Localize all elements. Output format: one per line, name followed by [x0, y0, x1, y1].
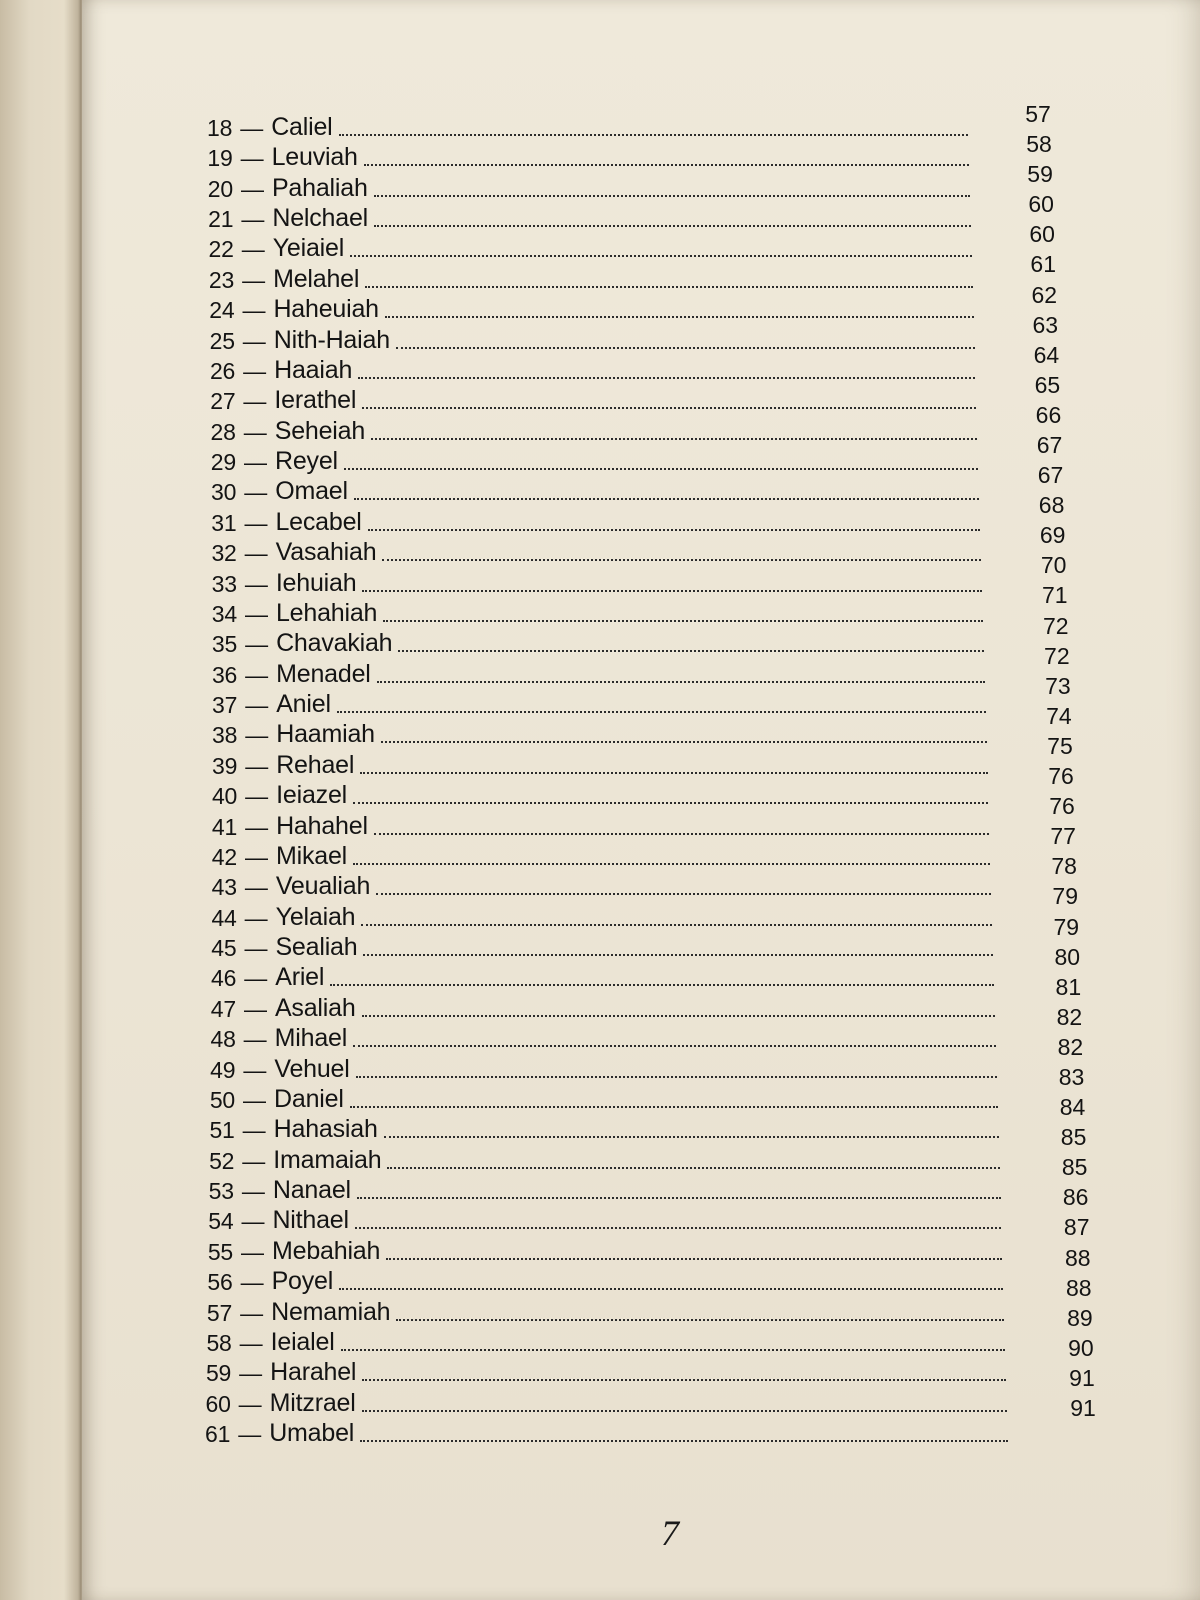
- entry-dash: —: [240, 115, 264, 141]
- toc-entry[interactable]: [212, 628, 984, 658]
- dot-leader: [360, 1440, 1008, 1442]
- entry-dash: —: [241, 236, 265, 263]
- entry-dash: —: [243, 418, 267, 445]
- entry-dash: —: [244, 600, 268, 627]
- entry-name: Ieialel: [270, 1327, 335, 1356]
- page-folio: 7: [661, 1513, 679, 1553]
- entry-dash: —: [240, 1299, 264, 1326]
- dot-leader: [381, 741, 987, 743]
- entry-number: 28: [210, 418, 236, 445]
- entry-page-number: 67: [1037, 462, 1064, 489]
- entry-page-number: 88: [1066, 1274, 1092, 1301]
- entry-number: 51: [209, 1117, 235, 1144]
- entry-number: 44: [211, 904, 237, 931]
- entry-dash: —: [244, 540, 268, 567]
- entry-name: Ierathel: [274, 386, 357, 415]
- entry-page-number: 61: [1030, 251, 1057, 278]
- entry-name: Sealiah: [275, 933, 358, 962]
- entry-number: 56: [207, 1269, 233, 1296]
- entry-name: Melahel: [273, 264, 360, 293]
- entry-number: 49: [210, 1056, 236, 1083]
- entry-dash: —: [245, 722, 269, 749]
- entry-number: 41: [211, 813, 238, 840]
- dot-leader: [353, 802, 988, 804]
- entry-dash: —: [240, 175, 264, 202]
- entry-dash: —: [245, 631, 269, 658]
- entry-number: 52: [209, 1147, 235, 1174]
- entry-number: 37: [212, 692, 238, 719]
- entry-number: 33: [211, 570, 237, 597]
- entry-number: 27: [210, 388, 236, 415]
- entry-name: Haheuiah: [273, 295, 379, 324]
- entry-page-number: 91: [1070, 1395, 1096, 1421]
- toc-entry[interactable]: [209, 264, 973, 294]
- entry-number: 36: [211, 661, 238, 688]
- entry-page-number: 76: [1049, 793, 1075, 820]
- entry-name: Mebahiah: [272, 1236, 381, 1265]
- toc-entry[interactable]: [208, 1236, 1003, 1266]
- entry-number: 25: [209, 327, 235, 354]
- entry-number: 38: [212, 722, 238, 749]
- entry-number: 39: [212, 752, 238, 779]
- entry-page-number: 57: [1025, 101, 1051, 127]
- entry-name: Chavakiah: [276, 629, 393, 658]
- toc-entry[interactable]: [209, 294, 973, 324]
- entry-page-number: 82: [1056, 1003, 1083, 1030]
- dot-leader: [398, 650, 983, 652]
- entry-number: 45: [211, 935, 237, 962]
- toc-entry[interactable]: [208, 203, 971, 233]
- entry-name: Seheiah: [274, 416, 366, 445]
- entry-dash: —: [242, 266, 266, 293]
- toc-entry[interactable]: [208, 173, 970, 203]
- dot-leader: [358, 377, 975, 379]
- entry-dash: —: [242, 327, 266, 354]
- entry-dash: —: [238, 1421, 262, 1447]
- toc-entry[interactable]: [208, 1205, 1001, 1235]
- dot-leader: [362, 1015, 995, 1017]
- toc-entry[interactable]: [209, 233, 972, 263]
- entry-dash: —: [242, 1117, 266, 1144]
- dot-leader: [330, 984, 994, 986]
- entry-name: Lecabel: [275, 507, 362, 536]
- dot-leader: [353, 1045, 996, 1047]
- entry-name: Vasahiah: [275, 538, 377, 567]
- entry-dash: —: [245, 813, 269, 840]
- toc-entry[interactable]: [212, 598, 983, 628]
- entry-name: Poyel: [271, 1267, 334, 1296]
- entry-number: 20: [207, 175, 233, 202]
- entry-name: Ariel: [275, 963, 325, 992]
- entry-number: 30: [211, 479, 237, 506]
- entry-name: Nemamiah: [271, 1297, 391, 1326]
- dot-leader: [357, 1197, 1001, 1199]
- entry-number: 61: [205, 1421, 231, 1447]
- dot-leader: [385, 316, 974, 318]
- dot-leader: [363, 954, 993, 956]
- entry-page-number: 60: [1028, 191, 1054, 218]
- entry-number: 59: [205, 1360, 232, 1387]
- entry-page-number: 70: [1040, 552, 1067, 579]
- entry-name: Yeiaiel: [272, 234, 345, 263]
- entry-number: 58: [206, 1329, 232, 1356]
- toc-entry[interactable]: [207, 112, 968, 142]
- dot-leader: [362, 1410, 1007, 1412]
- entry-number: 23: [208, 266, 235, 293]
- entry-name: Yelaiah: [275, 902, 356, 931]
- dot-leader: [374, 195, 970, 197]
- entry-number: 31: [211, 509, 237, 536]
- entry-dash: —: [244, 570, 268, 597]
- entry-page-number: 75: [1047, 732, 1073, 759]
- entry-number: 22: [208, 236, 234, 263]
- entry-page-number: 60: [1029, 221, 1055, 248]
- dot-leader: [356, 1076, 997, 1078]
- entry-page-number: 71: [1041, 582, 1068, 609]
- entry-number: 21: [208, 206, 234, 233]
- entry-name: Nith-Haiah: [273, 325, 390, 354]
- toc-entry[interactable]: [211, 507, 980, 537]
- entry-page-number: 79: [1053, 913, 1080, 940]
- entry-name: Mihael: [274, 1024, 348, 1053]
- entry-dash: —: [241, 1238, 264, 1265]
- dot-leader: [350, 255, 972, 257]
- entry-number: 29: [210, 449, 236, 476]
- entry-number: 55: [207, 1238, 233, 1265]
- toc-entry[interactable]: [209, 1114, 998, 1144]
- entry-name: Iehuiah: [275, 568, 357, 597]
- dot-leader: [374, 833, 990, 835]
- entry-dash: —: [241, 1178, 265, 1205]
- entry-dash: —: [244, 904, 268, 931]
- entry-name: Nithael: [272, 1206, 349, 1235]
- dot-leader: [344, 468, 978, 470]
- toc-entry[interactable]: [210, 1084, 998, 1114]
- entry-dash: —: [238, 1390, 262, 1417]
- dot-leader: [377, 681, 985, 683]
- entry-name: Harahel: [270, 1358, 357, 1387]
- dot-leader: [355, 1227, 1002, 1229]
- entry-page-number: 72: [1042, 612, 1069, 639]
- toc-entry[interactable]: [212, 750, 988, 780]
- entry-dash: —: [244, 479, 268, 506]
- entry-number: 18: [207, 115, 233, 141]
- entry-page-number: 85: [1060, 1124, 1087, 1151]
- entry-name: Ieiazel: [276, 781, 348, 810]
- entry-dash: —: [242, 1147, 266, 1174]
- entry-dash: —: [245, 752, 269, 779]
- entry-name: Vehuel: [274, 1054, 350, 1083]
- entry-number: 35: [211, 631, 238, 658]
- entry-page-number: 67: [1036, 432, 1063, 459]
- toc-entry[interactable]: [212, 689, 986, 719]
- entry-page-number: 88: [1064, 1244, 1091, 1271]
- toc-entry[interactable]: [209, 1175, 1001, 1205]
- dot-leader: [353, 863, 990, 865]
- entry-name: Imamaiah: [273, 1145, 382, 1174]
- entry-number: 47: [210, 995, 236, 1022]
- entry-page-number: 65: [1034, 371, 1061, 398]
- toc-entry[interactable]: [210, 1023, 995, 1053]
- entry-dash: —: [244, 935, 268, 962]
- entry-dash: —: [243, 1086, 267, 1113]
- entry-number: 43: [211, 874, 237, 901]
- dot-leader: [383, 620, 983, 622]
- entry-name: Leuviah: [271, 143, 358, 172]
- dot-leader: [386, 1258, 1002, 1260]
- entry-page-number: 62: [1031, 281, 1058, 308]
- entry-dash: —: [243, 1026, 267, 1053]
- entry-name: Umabel: [269, 1419, 355, 1447]
- entry-dash: —: [244, 874, 268, 901]
- entry-page-number: 73: [1045, 672, 1071, 699]
- entry-number: 54: [208, 1208, 234, 1235]
- entry-dash: —: [245, 783, 269, 810]
- entry-number: 19: [207, 145, 233, 172]
- toc-entry[interactable]: [212, 811, 990, 841]
- toc-entry[interactable]: [207, 1297, 1004, 1327]
- entry-page-number: 58: [1026, 131, 1052, 158]
- dot-leader: [360, 772, 987, 774]
- dot-leader: [362, 1379, 1006, 1381]
- toc-entry[interactable]: [211, 416, 978, 446]
- entry-name: Pahaliah: [271, 173, 368, 202]
- entry-page-number: 86: [1062, 1184, 1089, 1211]
- dot-leader: [350, 1106, 998, 1108]
- entry-name: Caliel: [271, 113, 333, 141]
- entry-number: 24: [209, 297, 235, 324]
- toc-entry[interactable]: [206, 1357, 1006, 1387]
- toc-entry[interactable]: [211, 932, 993, 962]
- entry-number: 40: [211, 783, 238, 810]
- toc-entry[interactable]: [205, 1388, 1007, 1418]
- toc-entry[interactable]: [211, 537, 981, 567]
- toc-entry[interactable]: [212, 568, 982, 598]
- entry-page-number: 77: [1050, 823, 1076, 850]
- toc-entry[interactable]: [210, 385, 976, 415]
- entry-dash: —: [244, 965, 268, 992]
- dot-leader: [384, 1136, 999, 1138]
- entry-name: Hahahel: [276, 811, 368, 840]
- entry-name: Omael: [275, 477, 348, 506]
- entry-dash: —: [239, 1329, 263, 1356]
- entry-name: Haamiah: [276, 720, 375, 749]
- dot-leader: [374, 225, 971, 227]
- toc-entry[interactable]: [211, 476, 979, 506]
- entry-dash: —: [243, 388, 267, 415]
- toc-entry[interactable]: [212, 659, 985, 689]
- dot-leader: [362, 590, 982, 592]
- dot-leader: [339, 134, 968, 136]
- toc-entry[interactable]: [207, 1266, 1003, 1296]
- entry-dash: —: [244, 509, 268, 536]
- toc-entry[interactable]: [206, 1327, 1005, 1357]
- entry-dash: —: [243, 1056, 267, 1083]
- entry-page-number: 85: [1061, 1154, 1088, 1181]
- entry-page-number: 82: [1057, 1033, 1084, 1060]
- toc-entry[interactable]: [212, 719, 987, 749]
- entry-dash: —: [243, 995, 267, 1022]
- entry-dash: —: [240, 1269, 264, 1296]
- entry-number: 42: [211, 843, 237, 870]
- entry-name: Menadel: [276, 659, 371, 688]
- entry-number: 46: [211, 965, 237, 992]
- entry-name: Reyel: [274, 447, 338, 476]
- toc-entry[interactable]: [210, 1054, 997, 1084]
- dot-leader: [368, 529, 980, 531]
- entry-page-number: 72: [1044, 642, 1070, 669]
- entry-name: Haaiah: [274, 355, 353, 384]
- dot-leader: [382, 559, 981, 561]
- entry-number: 34: [211, 600, 237, 627]
- dot-leader: [354, 498, 979, 500]
- entry-page-number: 63: [1032, 311, 1059, 338]
- entry-name: Veualiah: [275, 872, 371, 901]
- dot-leader: [364, 164, 969, 166]
- dot-leader: [365, 286, 972, 288]
- dot-leader: [361, 924, 992, 926]
- entry-name: Rehael: [276, 750, 355, 779]
- entry-name: Mitzrael: [269, 1388, 356, 1417]
- entry-number: 57: [206, 1299, 233, 1326]
- entry-page-number: 64: [1033, 341, 1060, 368]
- entry-dash: —: [244, 843, 268, 870]
- toc-entry[interactable]: [211, 962, 994, 992]
- dot-leader: [339, 1288, 1003, 1290]
- dot-leader: [341, 1349, 1006, 1351]
- entry-page-number: 80: [1054, 943, 1081, 970]
- entry-name: Mikael: [275, 841, 348, 870]
- toc-entry[interactable]: [211, 993, 995, 1023]
- entry-number: 32: [211, 540, 237, 567]
- entry-number: 48: [210, 1026, 236, 1053]
- entry-dash: —: [242, 297, 266, 324]
- entry-page-number: 76: [1048, 763, 1074, 790]
- toc-entry[interactable]: [212, 871, 992, 901]
- entry-name: Lehahiah: [275, 598, 378, 627]
- entry-number: 50: [209, 1086, 236, 1113]
- entry-page-number: 59: [1027, 161, 1053, 188]
- entry-name: Nanael: [272, 1176, 351, 1205]
- entry-page-number: 89: [1067, 1304, 1093, 1331]
- entry-page-number: 69: [1039, 522, 1066, 549]
- entry-page-number: 90: [1068, 1334, 1094, 1361]
- dot-leader: [396, 347, 975, 349]
- dot-leader: [396, 1319, 1004, 1321]
- entry-name: Nelchael: [272, 204, 369, 233]
- entry-number: 60: [205, 1390, 231, 1417]
- dot-leader: [376, 893, 991, 895]
- entry-page-number: 79: [1052, 883, 1078, 910]
- entry-page-number: 84: [1059, 1094, 1086, 1121]
- entry-dash: —: [240, 145, 264, 172]
- entry-name: Hahasiah: [273, 1115, 378, 1144]
- entry-page-number: 68: [1038, 492, 1065, 519]
- dot-leader: [362, 407, 976, 409]
- entry-dash: —: [245, 661, 269, 688]
- entry-number: 53: [208, 1178, 234, 1205]
- toc-entry[interactable]: [211, 446, 978, 476]
- toc-entry[interactable]: [211, 902, 992, 932]
- entry-dash: —: [243, 449, 267, 476]
- entry-dash: —: [243, 357, 267, 384]
- dot-leader: [337, 711, 986, 713]
- toc-entry[interactable]: [210, 355, 976, 385]
- toc-entry[interactable]: [212, 841, 991, 871]
- entry-dash: —: [241, 1208, 265, 1235]
- entry-page-number: 66: [1035, 401, 1062, 428]
- entry-page-number: 87: [1063, 1214, 1090, 1241]
- dot-leader: [387, 1167, 999, 1169]
- entry-name: Aniel: [276, 690, 331, 719]
- entry-name: Asaliah: [274, 993, 356, 1022]
- entry-name: Daniel: [274, 1084, 344, 1113]
- toc-entry[interactable]: [205, 1418, 1008, 1448]
- dot-leader: [371, 438, 977, 440]
- entry-page-number: 83: [1058, 1063, 1085, 1090]
- toc-entry[interactable]: [210, 325, 975, 355]
- entry-page-number: 78: [1051, 853, 1077, 880]
- entry-dash: —: [245, 692, 269, 719]
- toc-entry[interactable]: [209, 1145, 1000, 1175]
- entry-page-number: 91: [1069, 1364, 1095, 1391]
- entry-dash: —: [239, 1360, 263, 1387]
- entry-dash: —: [241, 206, 265, 233]
- entry-page-number: 74: [1046, 702, 1072, 729]
- entry-number: 26: [209, 357, 236, 384]
- entry-page-number: 81: [1055, 973, 1082, 1000]
- toc-entry[interactable]: [207, 142, 969, 172]
- toc-entry[interactable]: [212, 780, 988, 810]
